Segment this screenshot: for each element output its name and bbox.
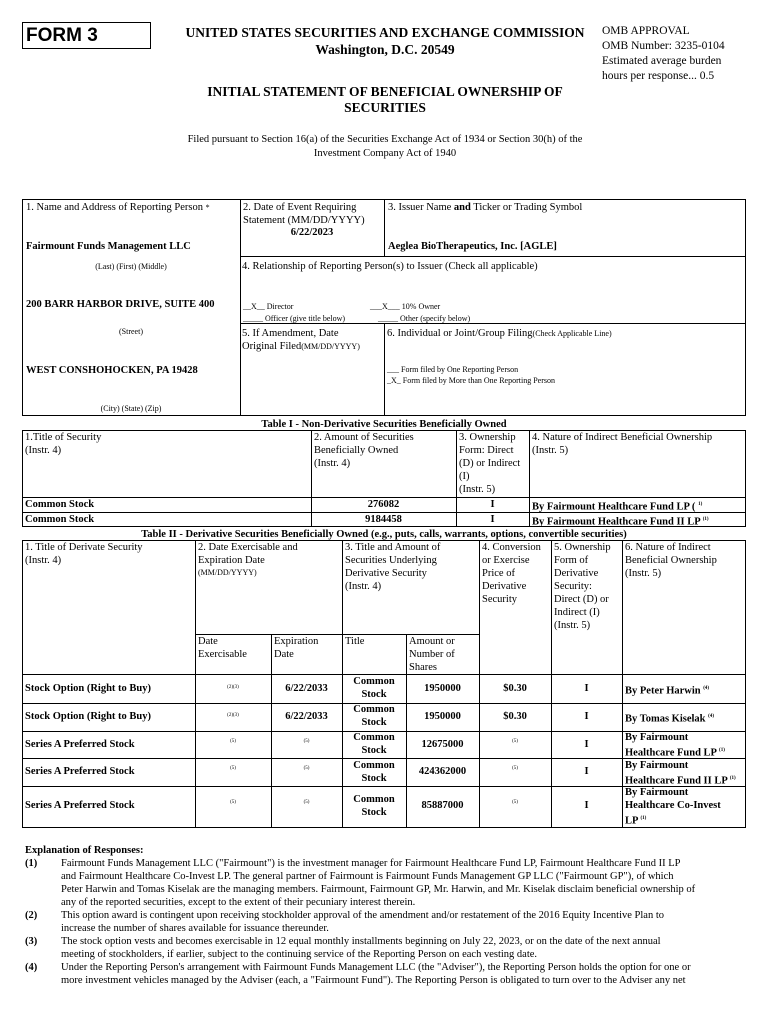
footnote-line: increase the number of shares available for issuance thereunder. xyxy=(61,923,329,934)
footnote-line: and Fairmount Healthcare Co-Invest LP. The general partner of Fairmount is Fairmount Funds Management GP LLC ("Fairmount GP"), of which xyxy=(61,871,674,882)
t1-h3: 3. Ownership Form: Direct (D) or Indirect (I) (Instr. 5) xyxy=(459,432,521,495)
t2-r0-nature: By Peter Harwin $^{(4)}$ xyxy=(625,685,710,697)
t2-r1-nature: By Tomas Kiselak $^{(4)}$ xyxy=(625,713,714,725)
omb-number: OMB Number: 3235-0104 xyxy=(602,40,725,52)
reporting-person-name: Fairmount Funds Management LLC xyxy=(26,241,191,252)
t2-r2-under: Common Stock xyxy=(353,732,395,756)
reporting-person-city: WEST CONSHOHOCKEN, PA 19428 xyxy=(26,365,198,376)
t2-r3-de: (5) xyxy=(230,766,236,771)
t1-r0-nature: By Fairmount Healthcare Fund LP ( $^{1)}$ xyxy=(532,501,703,513)
t1-h4: 4. Nature of Indirect Beneficial Ownership (Instr. 5) xyxy=(532,432,713,456)
box1-note: * xyxy=(205,203,210,212)
t2-r3-nature: By Fairmount Healthcare Fund II LP $^{(1)}$ xyxy=(625,760,736,787)
t2-r4-de: (5) xyxy=(230,800,236,805)
t2-r4-form: I xyxy=(584,800,589,811)
divider xyxy=(384,199,385,256)
t2-r4-amount: 85887000 xyxy=(421,800,464,811)
issuer-name: Aeglea BioTherapeutics, Inc. [AGLE] xyxy=(388,241,557,252)
t2-r3-form: I xyxy=(584,766,589,777)
t2-r1-title: Stock Option (Right to Buy) xyxy=(25,711,152,722)
form-label: FORM 3 xyxy=(26,25,98,46)
street-caption: (Street) xyxy=(119,327,143,336)
t2-r2-exp: (5) xyxy=(303,739,310,744)
t2-h5: 5. Ownership Form of Derivative Security: Direct (D) or Indirect (I) (Instr. 5) xyxy=(554,542,611,631)
t2-r0-title: Stock Option (Right to Buy) xyxy=(25,683,152,694)
t2-r4-under: Common Stock xyxy=(353,794,395,818)
t2-r0-price: $0.30 xyxy=(503,683,527,694)
box1-label: 1. Name and Address of Reporting Person * xyxy=(26,202,210,213)
t2-r1-under: Common Stock xyxy=(353,704,395,728)
t2-h6: 6. Nature of Indirect Beneficial Ownership (Instr. 5) xyxy=(625,542,717,579)
footnote-line: any of the reported securities, except to the extent of their pecuniary interest therein. xyxy=(61,897,416,908)
footnote-line: Fairmount Funds Management LLC ("Fairmount") is the investment manager for Fairmount Healthcare Fund LP, Fairmount Healthcare Fund II LP xyxy=(61,858,681,869)
box2-label-2: Statement (MM/DD/YYYY) xyxy=(243,215,365,226)
omb-approval xyxy=(602,24,762,84)
t2-r2-amount: 12675000 xyxy=(421,739,464,750)
footnote-line: Peter Harwin and Tomas Kiselak are the managing members. Fairmount, Fairmount GP, Mr. Harwin, and Mr. Kiselak disclaim beneficial ownership of xyxy=(61,884,696,895)
t2-sub-date-exercisable: Date Exercisable xyxy=(198,636,247,660)
explanation-list xyxy=(25,857,745,987)
t2-r1-de: (2)(3) xyxy=(227,713,239,718)
box4-label: 4. Relationship of Reporting Person(s) to Issuer (Check all applicable) xyxy=(242,261,538,272)
explanation-heading: Explanation of Responses: xyxy=(25,845,144,856)
t2-r3-price: (5) xyxy=(512,766,518,771)
divider xyxy=(622,540,623,828)
footnote-line: The stock option vests and becomes exercisable in 12 equal monthly installments beginning on July 22, 2023, or on the date of the next annual xyxy=(61,936,661,947)
t2-r4-exp: (5) xyxy=(303,800,310,805)
document-title-1: INITIAL STATEMENT OF BENEFICIAL OWNERSHIP OF xyxy=(207,84,563,99)
footnote-text xyxy=(61,935,661,961)
t2-h2: 2. Date Exercisable and Expiration Date (MM/DD/YYYY) xyxy=(198,542,298,577)
t2-r2-price: (5) xyxy=(512,739,518,744)
t2-r3-title: Series A Preferred Stock xyxy=(25,766,135,777)
checkbox-director: __X__ Director xyxy=(243,302,294,311)
agency-name: UNITED STATES SECURITIES AND EXCHANGE COMMISSION xyxy=(185,25,585,40)
t2-r4-title: Series A Preferred Stock xyxy=(25,800,135,811)
t1-r0-amount: 276082 xyxy=(367,499,400,510)
footnote-text xyxy=(61,909,664,935)
name-caption: (Last) (First) (Middle) xyxy=(95,262,167,271)
t2-sub-title: Title xyxy=(345,636,365,647)
box5-label-1: 5. If Amendment, Date xyxy=(242,328,339,339)
divider xyxy=(240,256,746,257)
footnote-line: This option award is contingent upon receiving stockholder approval of the amendment and/or restatement of the 2016 Equity Incentive Plan to xyxy=(61,910,665,921)
t2-r0-under: Common Stock xyxy=(353,676,395,700)
t2-r0-amount: 1950000 xyxy=(424,683,461,694)
t2-r2-de: (5) xyxy=(230,739,236,744)
footnote-item xyxy=(25,935,745,961)
filed-pursuant-1: Filed pursuant to Section 16(a) of the Securities Exchange Act of 1934 or Section 30(h) of the xyxy=(187,134,583,145)
agency-city: Washington, D.C. 20549 xyxy=(315,42,455,57)
t2-r1-price: $0.30 xyxy=(503,711,527,722)
omb-burden-2: hours per response... 0.5 xyxy=(602,70,715,82)
t1-r1-form: I xyxy=(490,514,495,525)
box6-label: 6. Individual or Joint/Group Filing(Check Applicable Line) xyxy=(387,328,612,339)
t1-h2: 2. Amount of Securities Beneficially Owned (Instr. 4) xyxy=(314,432,414,469)
checkbox-10pct-owner: ___X___ 10% Owner xyxy=(370,302,441,311)
t1-r1-amount: 9184458 xyxy=(365,514,402,525)
t2-h1: 1. Title of Derivate Security (Instr. 4) xyxy=(25,542,143,566)
footnote-number: (1) xyxy=(25,858,38,869)
city-caption: (City) (State) (Zip) xyxy=(100,404,162,413)
box2-label-1: 2. Date of Event Requiring xyxy=(243,202,357,213)
filing-option-more: _X_ Form filed by More than One Reporting Person xyxy=(387,376,555,385)
t2-sub-amount: Amount or Number of Shares xyxy=(409,636,455,673)
filing-option-one: ___ Form filed by One Reporting Person xyxy=(387,365,519,374)
t2-r2-title: Series A Preferred Stock xyxy=(25,739,135,750)
t2-h4: 4. Conversion or Exercise Price of Derivative Security xyxy=(482,542,541,605)
footnote-line: more investment vehicles managed by the Adviser (each, a "Fairmount Fund"). The Reporting Person is obligated to turn over to the Adviser any net xyxy=(61,975,686,986)
footnote-text xyxy=(61,961,691,987)
table1-title: Table I - Non-Derivative Securities Beneficially Owned xyxy=(261,419,507,430)
t2-r1-exp: 6/22/2033 xyxy=(285,711,328,722)
t2-h3: 3. Title and Amount of Securities Underlying Derivative Security (Instr. 4) xyxy=(345,542,441,592)
reporting-person-street: 200 BARR HARBOR DRIVE, SUITE 400 xyxy=(26,299,215,310)
t2-r3-exp: (5) xyxy=(303,766,310,771)
footnote-number: (2) xyxy=(25,910,38,921)
footnote-item xyxy=(25,961,745,987)
footnote-item xyxy=(25,857,745,909)
box3-label: 3. Issuer Name and Ticker or Trading Symbol xyxy=(388,202,583,213)
checkbox-officer: _____ Officer (give title below) xyxy=(243,314,346,323)
t2-r1-amount: 1950000 xyxy=(424,711,461,722)
t2-r3-under: Common Stock xyxy=(353,760,395,784)
footnote-number: (3) xyxy=(25,936,38,947)
t2-r1-form: I xyxy=(584,711,589,722)
event-date: 6/22/2023 xyxy=(290,227,334,238)
t2-r0-de: (2)(3) xyxy=(227,685,239,690)
footnote-item xyxy=(25,909,745,935)
t2-r3-amount: 424362000 xyxy=(418,766,467,777)
t2-r0-exp: 6/22/2033 xyxy=(285,683,328,694)
divider xyxy=(384,323,385,416)
document-title-2: SECURITIES xyxy=(344,100,426,115)
footnote-line: Under the Reporting Person's arrangement with Fairmount Funds Management LLC (the "Adviser"), the Reporting Person holds the option for one or xyxy=(61,962,691,973)
t2-sub-expiration: Expiration Date xyxy=(274,636,319,660)
t2-r4-nature: By Fairmount Healthcare Co-Invest LP $^{(1)}$ xyxy=(625,787,721,827)
t1-h1: 1.Title of Security (Instr. 4) xyxy=(25,432,102,456)
form-label-box xyxy=(22,22,151,49)
t2-r2-nature: By Fairmount Healthcare Fund LP $^{(1)}$ xyxy=(625,732,725,759)
footnote-line: meeting of stockholders, if earlier, subject to the continuing service of the Reporting Person on each vesting date. xyxy=(61,949,538,960)
filed-pursuant-2: Investment Company Act of 1940 xyxy=(313,148,457,159)
t1-r0-form: I xyxy=(490,499,495,510)
t2-r4-price: (5) xyxy=(512,800,518,805)
checkbox-other: _____ Other (specify below) xyxy=(378,314,471,323)
t2-r2-form: I xyxy=(584,739,589,750)
t2-r0-form: I xyxy=(584,683,589,694)
footnote-number: (4) xyxy=(25,962,38,973)
t1-r1-nature: By Fairmount Healthcare Fund II LP $^{(1)}$ xyxy=(532,516,709,528)
omb-title: OMB APPROVAL xyxy=(602,25,690,37)
table2-title: Table II - Derivative Securities Beneficially Owned (e.g., puts, calls, warrants, options, convertible securities) xyxy=(141,529,627,540)
t1-r1-title: Common Stock xyxy=(25,514,95,525)
footnote-text xyxy=(61,857,695,909)
box5-label-2: Original Filed(MM/DD/YYYY) xyxy=(242,341,360,352)
t1-r0-title: Common Stock xyxy=(25,499,95,510)
omb-burden-1: Estimated average burden xyxy=(602,55,722,67)
